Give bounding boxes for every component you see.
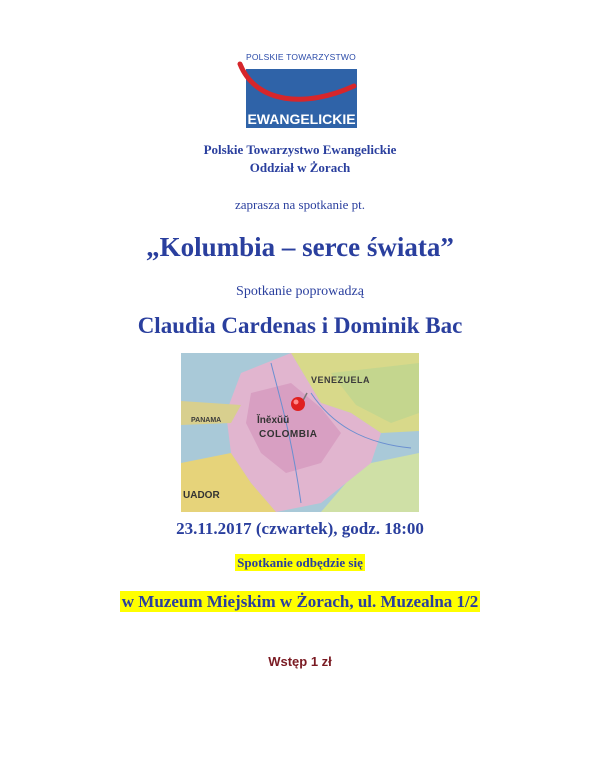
- event-venue: [0, 592, 600, 612]
- invite-text: zaprasza na spotkanie pt.: [235, 197, 365, 212]
- logo-main-text: EWANGELICKIE: [247, 111, 356, 127]
- map-label-venezuela: VENEZUELA: [311, 375, 371, 385]
- colombia-map-image: [181, 353, 419, 512]
- event-notice: [0, 555, 600, 571]
- event-title: „Kolumbia – serce świata”: [146, 232, 454, 262]
- hosts-label: Spotkanie poprowadzą: [236, 284, 364, 299]
- entry-fee: Wstęp 1 zł: [268, 654, 332, 669]
- logo-swoosh-icon: [236, 56, 364, 116]
- organization-logo: [236, 50, 364, 130]
- hosts-names: Claudia Cardenas i Dominik Bac: [137, 313, 463, 338]
- organizer-block: [0, 141, 600, 177]
- logo-top-text: POLSKIE TOWARZYSTWO: [246, 52, 356, 62]
- map-label-panama: PANAMA: [191, 417, 222, 424]
- map-label-ecuador: UADOR: [183, 490, 220, 501]
- map-label-alt: Ĭnĕxŭŭ: [257, 415, 290, 426]
- organizer-name: Polskie Towarzystwo Ewangelickie: [203, 142, 397, 157]
- map-label-colombia: COLOMBIA: [259, 429, 318, 440]
- venue-highlight: w Muzeum Miejskim w Żorach, ul. Muzealna 1/2: [121, 592, 479, 611]
- notice-highlight: Spotkanie odbędzie się: [237, 555, 363, 570]
- event-datetime: 23.11.2017 (czwartek), godz. 18:00: [176, 519, 424, 538]
- organizer-branch: Oddział w Żorach: [249, 160, 351, 175]
